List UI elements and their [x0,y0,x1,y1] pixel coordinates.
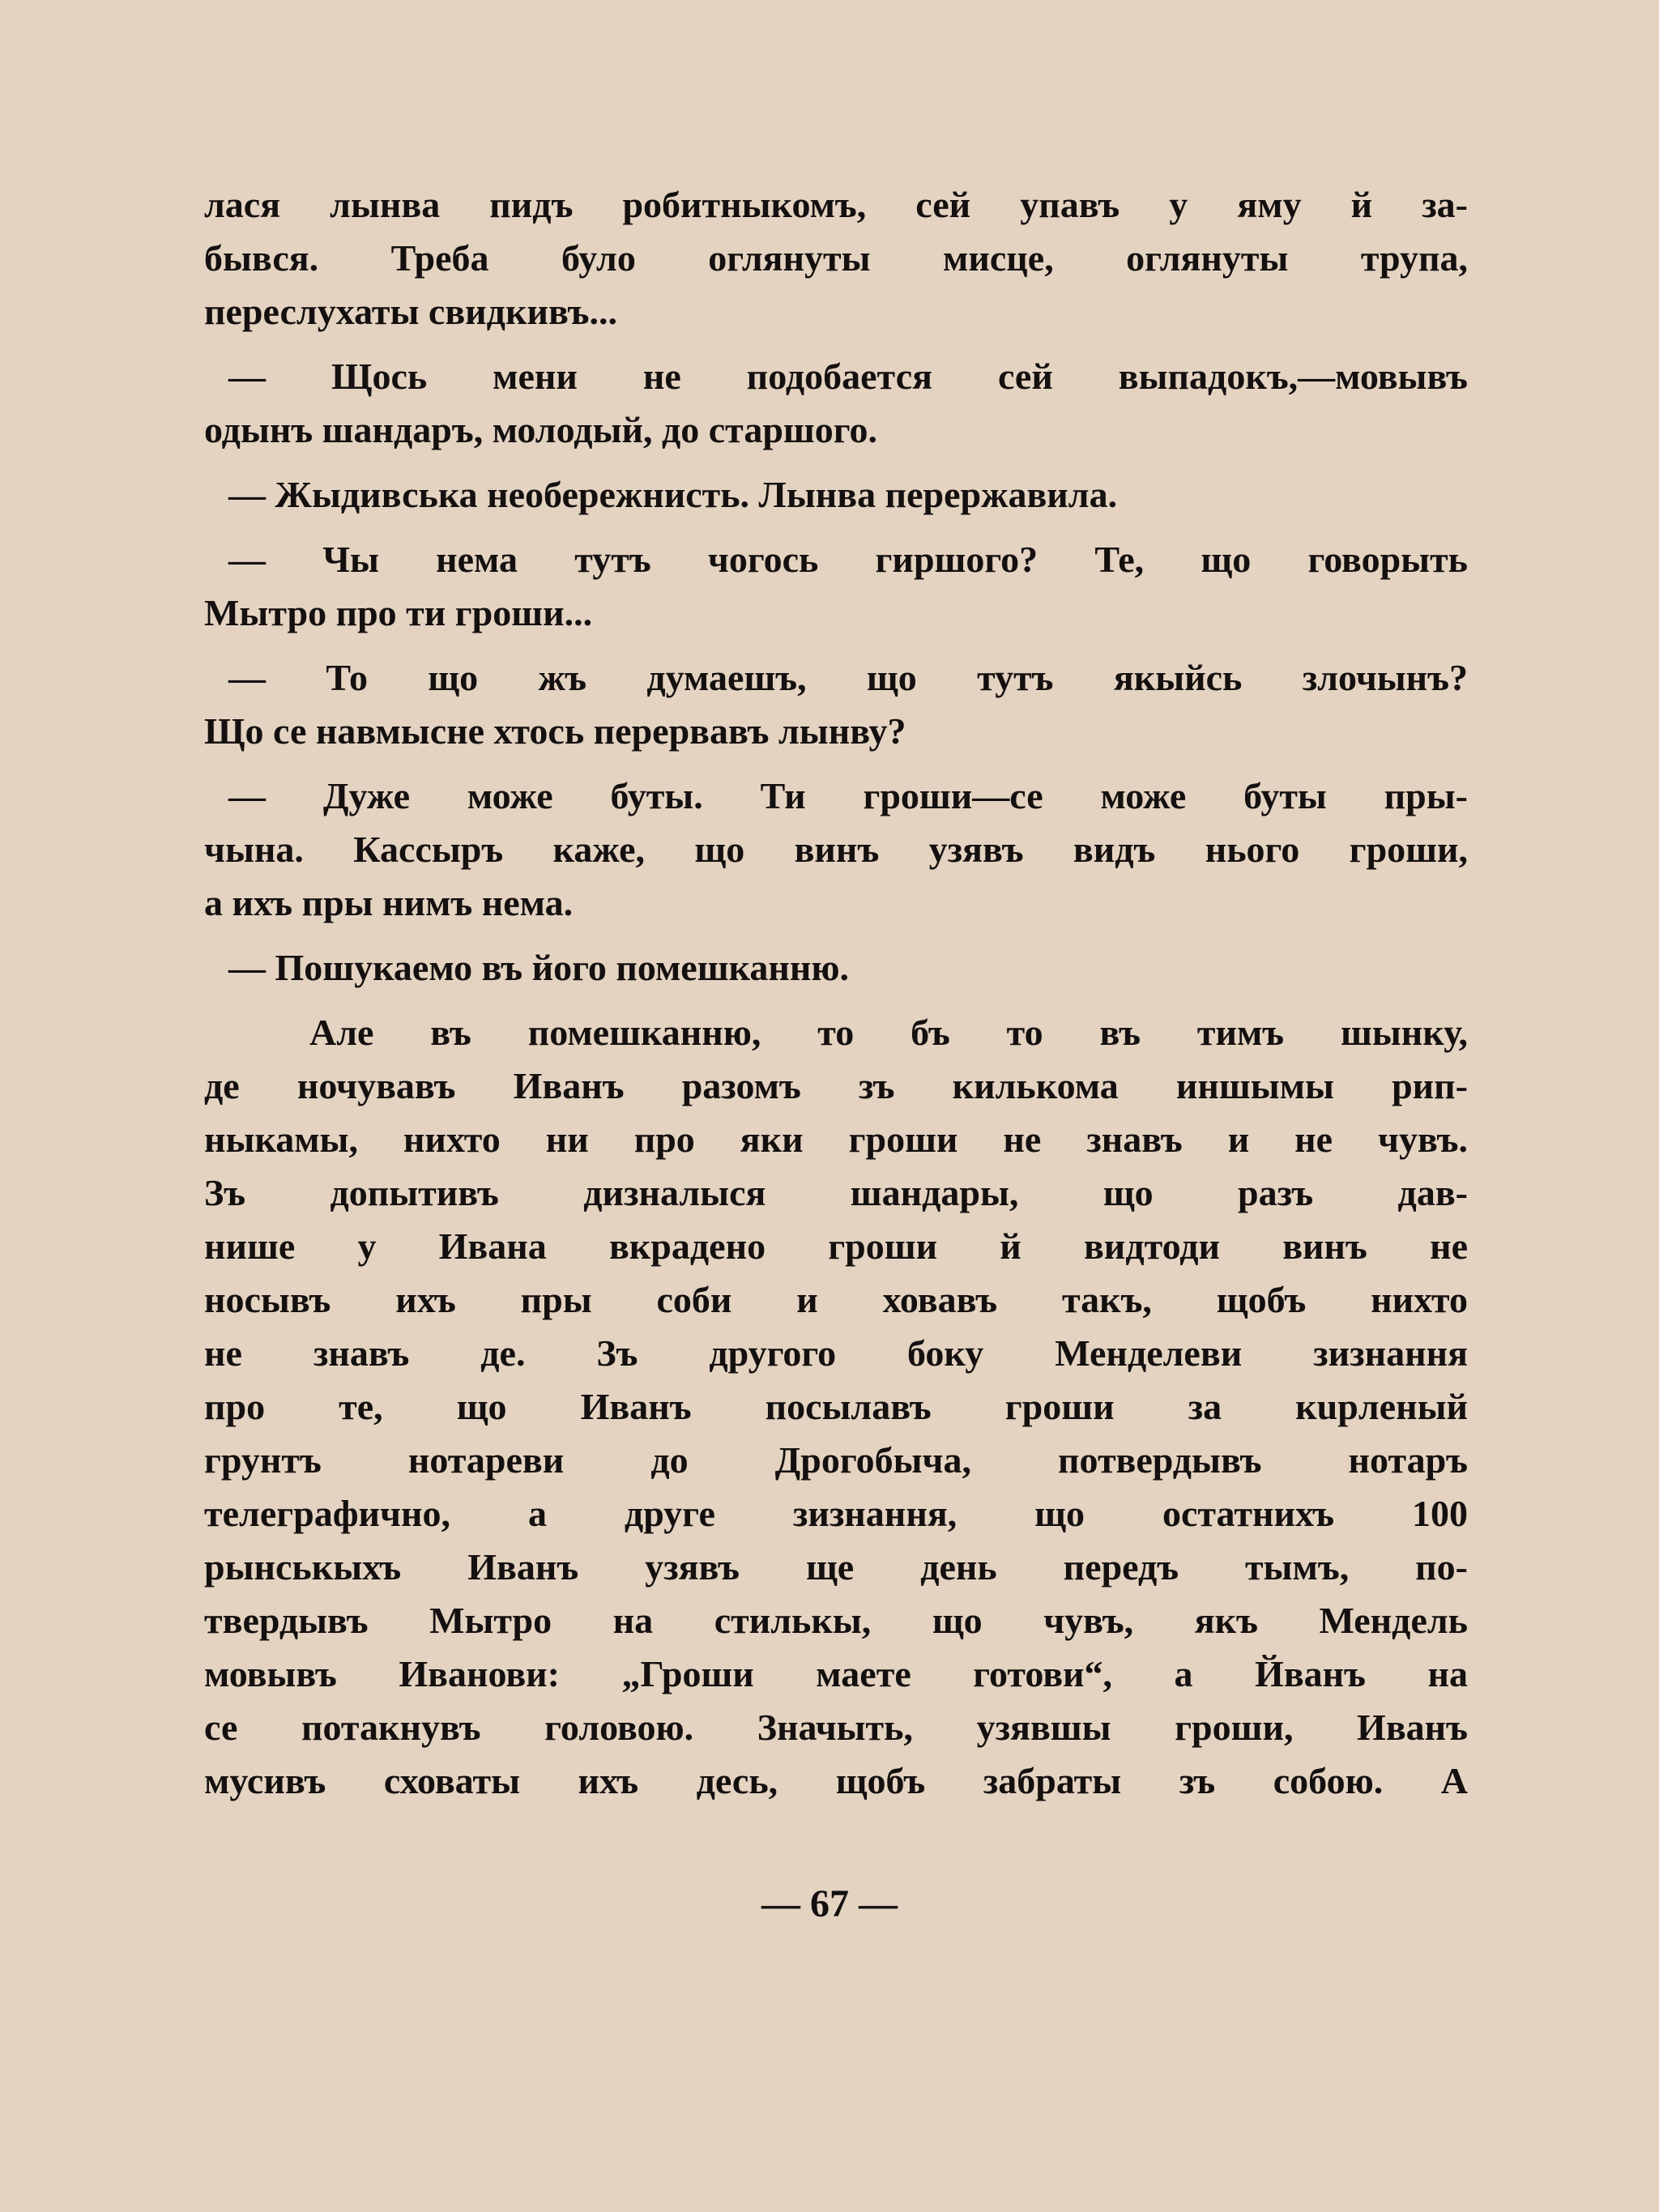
page-number: — 67 — [761,1882,898,1925]
text-line: про те, що Иванъ посылавъ гроши за кupленый [204,1386,1468,1427]
text-line: бывся. Треба було оглянуты мисце, оглянуты трупа, [204,237,1468,279]
text-line: Але въ помешканню, то бъ то въ тимъ шынку, [309,1012,1468,1053]
text-line: — Пошукаемо въ його помешканню. [228,947,850,988]
text-line: — Жыдивська необережнисть. Лынва перержавила. [228,474,1118,515]
text-line: се потакнувъ головою. Значыть, узявшы гроши, Иванъ [204,1707,1468,1748]
text-line: ныкамы, нихто ни про яки гроши не знавъ и не чувъ. [204,1119,1468,1160]
text-line: одынъ шандаръ, молодый, до старшого. [204,409,877,450]
text-line: телеграфично, а друге зизнання, що остатнихъ 100 [204,1493,1468,1534]
text-line: мовывъ Иванови: „Гроши маете готови“, а Йванъ на [204,1653,1468,1694]
text-line: чына. Кассыръ каже, що винъ узявъ видъ нього гроши, [204,829,1468,870]
text-line: переслухаты свидкивъ... [204,291,617,332]
text-line: не знавъ де. Зъ другого боку Менделеви зизнання [204,1332,1468,1374]
page-text [204,178,1468,1808]
text-line: мусивъ сховаты ихъ десь, щобъ забраты зъ собою. А [204,1760,1468,1801]
text-line: Мытро про ти гроши... [204,592,593,633]
text-line: Що се навмысне хтось перервавъ лынву? [204,710,906,752]
text-line: нише у Ивана вкрадено гроши й видтоди винъ не [204,1225,1468,1267]
text-line: — Щось мени не подобается сей выпадокъ,—мовывъ [228,356,1468,397]
text-line: Зъ допытивъ дизналыся шандары, що разъ дав- [204,1172,1468,1213]
text-line: — Чы нема тутъ чогось гиршого? Те, що говорыть [228,539,1468,580]
text-line: — Дуже може буты. Ти гроши—се може буты пры- [228,775,1468,816]
text-line: а ихъ пры нимъ нема. [204,882,574,923]
text-line: носывъ ихъ пры соби и ховавъ такъ, щобъ нихто [204,1279,1468,1320]
text-line: рынськыхъ Иванъ узявъ ще день передъ тымъ, по- [204,1546,1468,1588]
text-line: — То що жъ думаешъ, що тутъ якыйсь злочынъ? [228,657,1468,698]
text-line: де ночувавъ Иванъ разомъ зъ килькома иншымы рип- [204,1065,1468,1106]
text-line: грунтъ нотареви до Дрогобыча, потвердывъ нотаръ [204,1439,1468,1481]
text-line: твердывъ Мытро на стилькы, що чувъ, якъ Мендель [204,1600,1468,1641]
text-line: лася лынва пидъ робитныкомъ, сей упавъ у яму й за- [204,184,1468,225]
